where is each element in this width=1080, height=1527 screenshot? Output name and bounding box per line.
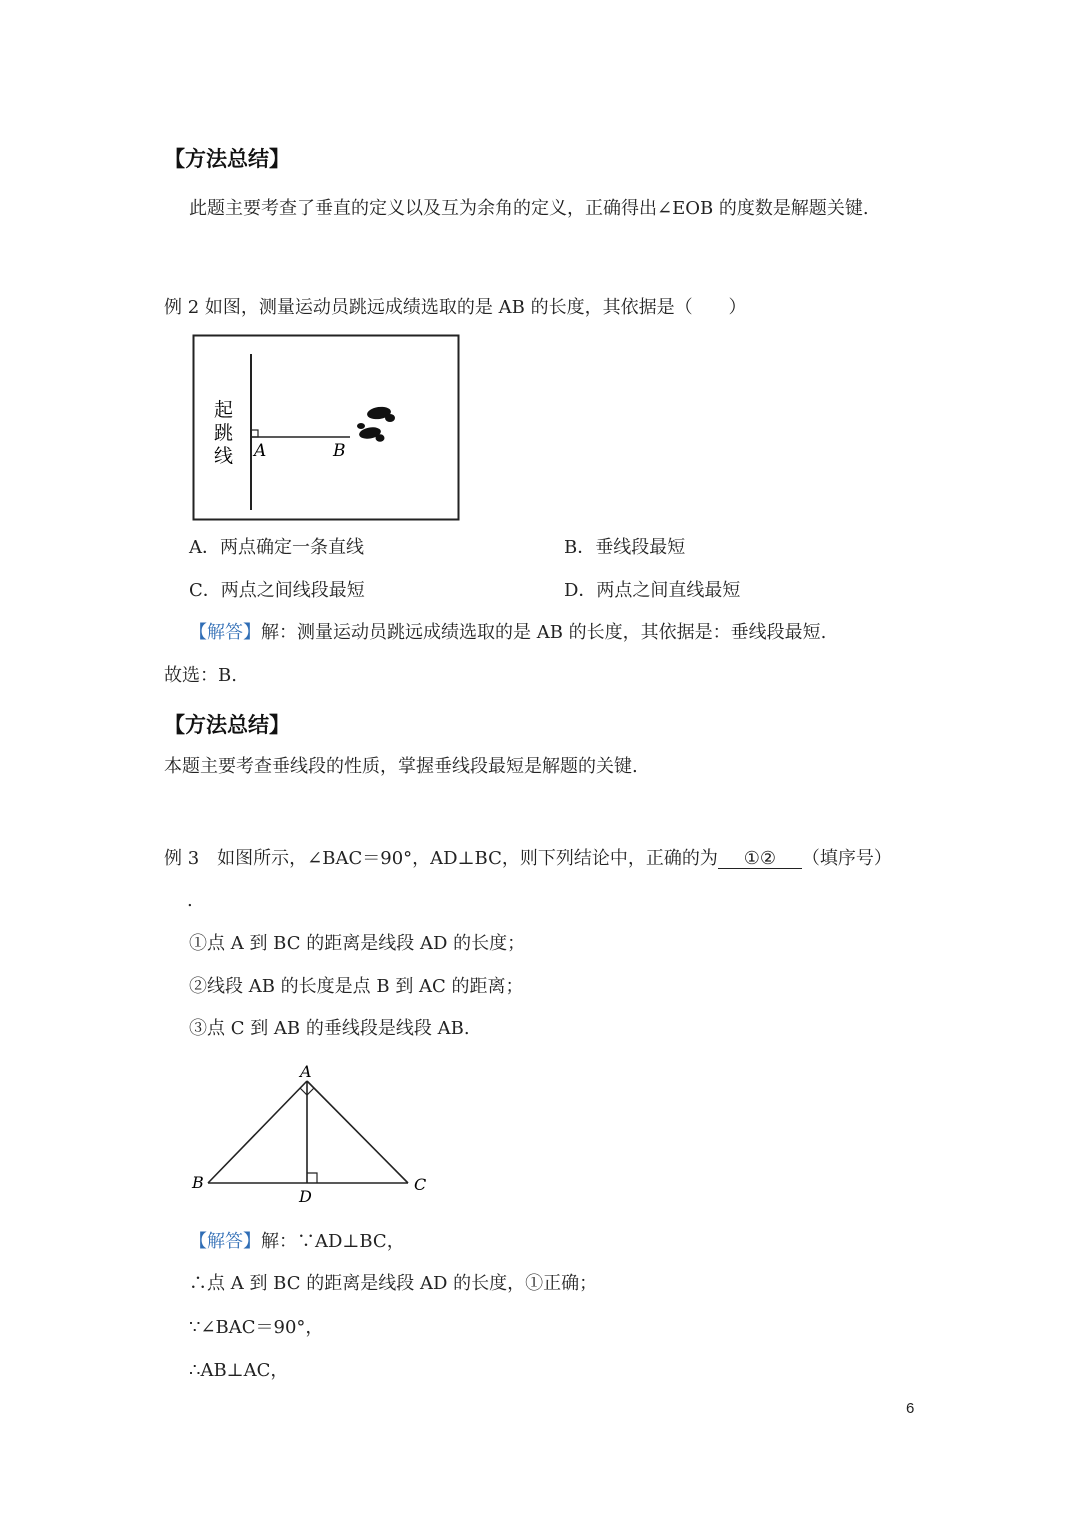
point-a-label: A <box>254 441 267 461</box>
statement-1: ①点 A 到 BC 的距离是线段 AD 的长度； <box>189 933 526 954</box>
option-c[interactable]: C．两点之间线段最短 <box>189 580 365 601</box>
option-a[interactable]: A．两点确定一条直线 <box>189 537 364 558</box>
question-period: . <box>187 890 193 911</box>
label-a: A <box>300 1062 312 1081</box>
statement-3: ③点 C 到 AB 的垂线段是线段 AB. <box>189 1018 470 1039</box>
option-d[interactable]: D．两点之间直线最短 <box>564 580 741 601</box>
method-summary-heading-1: 【方法总结】 <box>164 147 290 171</box>
answer-text: 解：测量运动员跳远成绩选取的是 AB 的长度，其依据是：垂线段最短. <box>261 622 827 643</box>
example-3-answer-line-2: ∴点 A 到 BC 的距离是线段 AD 的长度，①正确； <box>189 1273 598 1294</box>
method-summary-heading-2: 【方法总结】 <box>164 713 290 737</box>
question-prefix: 例 3 如图所示，∠BAC＝90°，AD⊥BC，则下列结论中，正确的为 <box>164 848 718 869</box>
side-ac <box>307 1081 408 1183</box>
answer-tag: 【解答】 <box>189 622 261 643</box>
label-c: C <box>414 1175 427 1194</box>
example-3-answer-line-3: ∵∠BAC＝90°， <box>189 1317 324 1338</box>
footprints-icon <box>357 405 395 441</box>
example-2-choice: 故选：B. <box>164 665 237 686</box>
right-angle-mark-d <box>307 1173 317 1183</box>
method-summary-text-2: 本题主要考查垂线段的性质，掌握垂线段最短是解题的关键. <box>164 756 638 777</box>
example-3-answer-line-1 <box>189 1233 405 1251</box>
example-2-answer <box>189 624 826 642</box>
side-ab <box>208 1081 307 1183</box>
example-2-figure <box>192 334 462 524</box>
label-d: D <box>299 1187 312 1206</box>
start-line-char-3: 线 <box>214 445 234 467</box>
question-suffix: （填序号） <box>801 848 892 869</box>
example-3-answer-line-4: ∴AB⊥AC， <box>189 1360 289 1381</box>
method-summary-text-1: 此题主要考查了垂直的定义以及互为余角的定义，正确得出∠EOB 的度数是解题关键. <box>189 198 869 219</box>
option-b[interactable]: B．垂线段最短 <box>564 537 686 558</box>
point-b-label: B <box>333 441 346 461</box>
statement-2: ②线段 AB 的长度是点 B 到 AC 的距离； <box>189 976 524 997</box>
answer-blank[interactable]: ①② <box>718 850 802 869</box>
page-number: 6 <box>906 1400 915 1417</box>
example-3-triangle-figure <box>186 1058 436 1208</box>
start-line-char-2: 跳 <box>214 422 234 444</box>
figure-frame <box>194 336 459 520</box>
example-3-question <box>164 850 892 869</box>
answer-text: 解：∵AD⊥BC， <box>261 1231 405 1252</box>
label-b: B <box>192 1173 204 1192</box>
example-2-question: 例 2 如图，测量运动员跳远成绩选取的是 AB 的长度，其依据是（ ） <box>164 297 747 318</box>
start-line-char-1: 起 <box>214 399 234 421</box>
right-angle-mark <box>251 430 258 437</box>
answer-tag: 【解答】 <box>189 1231 261 1252</box>
